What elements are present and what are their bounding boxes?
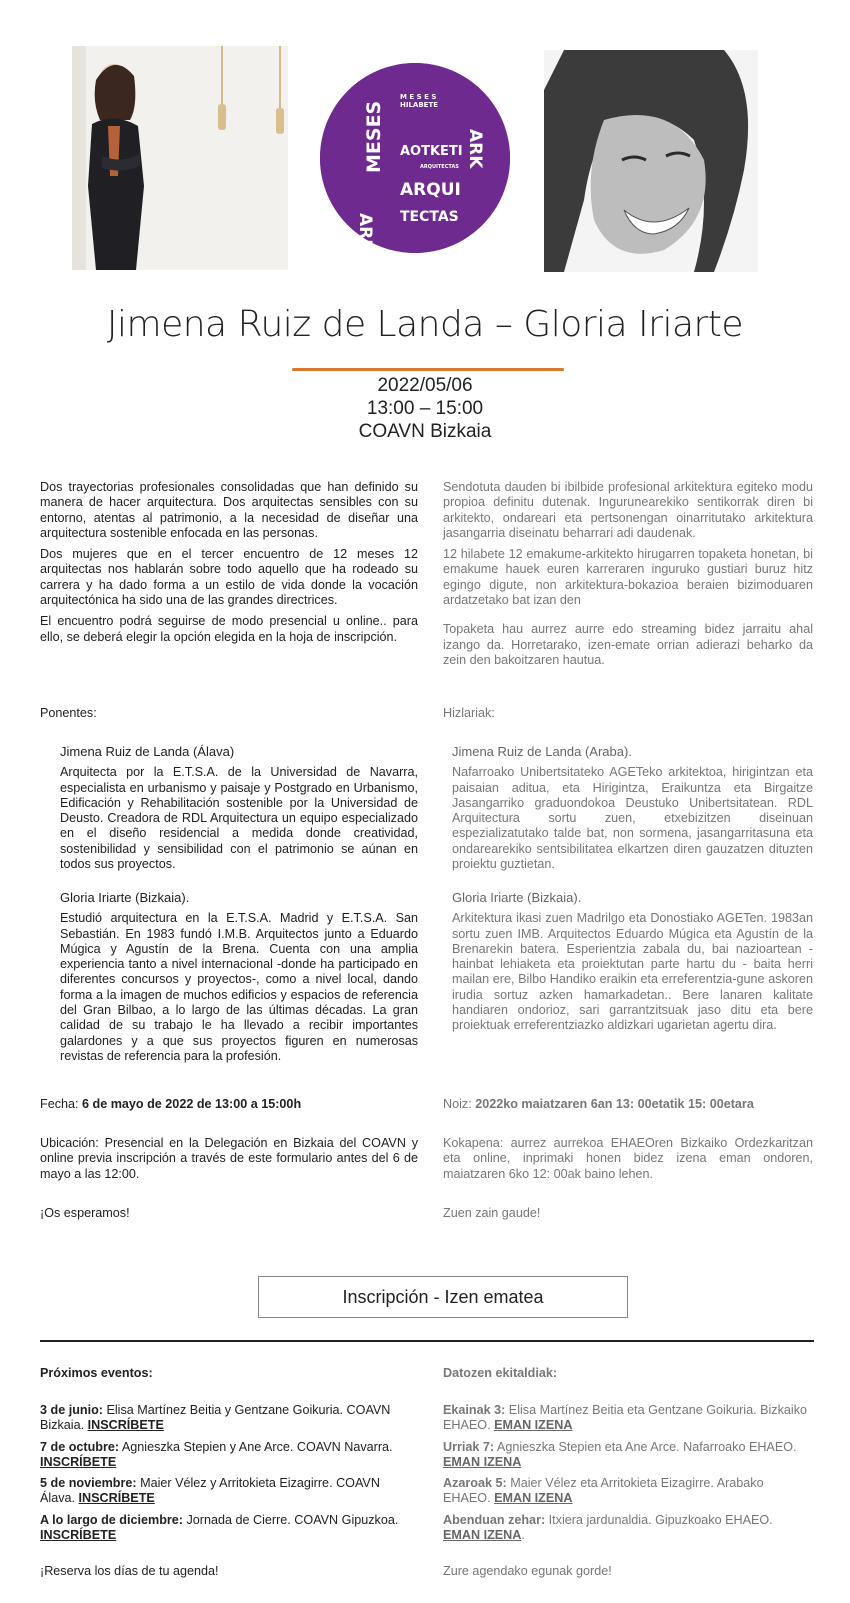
- event-after-eu: .: [521, 1528, 525, 1543]
- register-link-es[interactable]: INSCRÍBETE: [87, 1418, 164, 1433]
- intro-eu: [443, 480, 813, 674]
- location-es: Ubicación: Presencial en la Delegación en Bizkaia del COAVN y online previa inscripción a través de este formulario antes del 6 de mayo a las 12:00.: [40, 1136, 418, 1181]
- date-line-eu: [443, 1097, 813, 1112]
- events-list-es: [40, 1403, 418, 1549]
- logo-word-arkitekto: ARKITEKTO: [355, 213, 375, 322]
- logo-word-hilabete: HILABETE: [400, 101, 439, 109]
- logo-word-aotketi: AOTKETI: [400, 144, 463, 159]
- event-text-eu: Itxiera jardunaldia. Gipuzkoako EHAEO.: [545, 1512, 773, 1527]
- event-time: 13:00 – 15:00: [366, 398, 484, 419]
- event-text-eu: Agnieszka Stepien eta Ane Arce. Nafarroako EHAEO.: [494, 1439, 797, 1454]
- title-underline: [292, 368, 564, 371]
- register-link-es[interactable]: INSCRÍBETE: [78, 1491, 155, 1506]
- event-date-eu: Urriak 7:: [443, 1439, 495, 1454]
- speaker2-photo: [544, 50, 758, 272]
- event-date-es: 7 de octubre:: [40, 1439, 120, 1454]
- event-date: 2022/05/06: [377, 375, 473, 396]
- logo-word-arqui: ARQUI: [400, 180, 461, 200]
- upcoming-label-es: Próximos eventos:: [40, 1366, 153, 1380]
- speaker1-es: [60, 744, 418, 878]
- speaker2-name-eu: Gloria Iriarte (Bizkaia).: [452, 890, 582, 905]
- event-text-eu: Elisa Martínez Beitia eta Gentzane Goikuria. Bizkaiko EHAEO.: [443, 1403, 808, 1433]
- speaker1-bio-eu: Nafarroako Unibertsitateko AGETeko arkitektoa, hirigintzan eta paisaian aditua, eta Hirigintza, Eraikuntza eta Birgaitze Jasangarriko graduondokoa Deustuko Unibertsitatean. RDL Arquitectura sortu zuen, etxebizitzen diseinuan espezializatutako talde bat, non sormena, jasangarritasuna eta ondarearekiko sentsibilitatea elkartzen diren gauzatzen dituzten proiektu guztietan.: [452, 765, 813, 872]
- section-divider: [40, 1340, 814, 1342]
- event-text-es: Jornada de Cierre. COAVN Gipuzkoa.: [183, 1512, 399, 1527]
- 12-meses-12-arquitectas-logo: [320, 63, 510, 322]
- logo-word-ark: ARK: [465, 129, 485, 169]
- event-item-eu: [443, 1513, 813, 1544]
- date-label-es: Fecha:: [40, 1097, 79, 1111]
- closing-es: ¡Os esperamos!: [40, 1206, 130, 1220]
- event-date-eu: Azaroak 5:: [443, 1476, 507, 1491]
- agenda-es: ¡Reserva los días de tu agenda!: [40, 1564, 219, 1578]
- speaker2-name-es: Gloria Iriarte (Bizkaia).: [60, 890, 190, 905]
- date-label-eu: Noiz:: [443, 1097, 472, 1111]
- logo-word-meses-small: M E S E S: [400, 93, 437, 101]
- event-date-es: 5 de noviembre:: [40, 1476, 137, 1491]
- register-link-eu[interactable]: EMAN IZENA: [494, 1418, 573, 1433]
- register-button[interactable]: Inscripción - Izen ematea: [258, 1276, 628, 1318]
- event-date-eu: Abenduan zehar:: [443, 1512, 546, 1527]
- logo-word-tectas: TECTAS: [400, 209, 459, 225]
- speaker1-eu: [452, 744, 813, 878]
- intro-eu-paragraph: 12 hilabete 12 emakume-arkitekto hirugarren topaketa honetan, bi emakume hauek euren karreraren inguruko gustiari buruz hitz egingo digute, non arkitektura-bokazioa beraien bizimoduaren ardatzetako bat izan den: [443, 547, 813, 608]
- event-text-eu: Maier Vélez eta Arritokieta Eizagirre. Arabako EHAEO.: [443, 1476, 764, 1506]
- event-item-es: [40, 1440, 418, 1471]
- date-value-eu: 2022ko maiatzaren 6an 13: 00etatik 15: 00etara: [475, 1097, 754, 1111]
- event-date-es: 3 de junio:: [40, 1403, 103, 1417]
- speakers-label-es: Ponentes:: [40, 706, 97, 720]
- register-link-eu[interactable]: EMAN IZENA: [443, 1528, 522, 1543]
- speaker2-photo-illustration: [544, 50, 758, 272]
- closing-eu: Zuen zain gaude!: [443, 1206, 541, 1220]
- event-item-es: [40, 1513, 418, 1544]
- agenda-eu: Zure agendako egunak gorde!: [443, 1564, 612, 1578]
- register-link-es[interactable]: INSCRÍBETE: [40, 1454, 117, 1469]
- speaker1-name-eu: Jimena Ruiz de Landa (Araba).: [452, 744, 632, 759]
- event-item-eu: [443, 1403, 813, 1434]
- speaker1-photo: [72, 46, 288, 270]
- register-link-eu[interactable]: EMAN IZENA: [443, 1454, 522, 1469]
- speaker2-es: [60, 890, 418, 1070]
- event-date-es: A lo largo de diciembre:: [40, 1512, 183, 1527]
- speaker1-bio-es: Arquitecta por la E.T.S.A. de la Universidad de Navarra, especialista en urbanismo y paisaje y Postgrado en Urbanismo, Edificación y Rehabilitación sostenible por la Universidad de Deusto. Creadora de RDL Arquitectura un equipo especializado en el diseño residencial a medida donde creatividad, sostenibilidad y sensibilidad con el patrimonio se aúnan en todos sus proyectos.: [60, 765, 418, 872]
- date-line-es: [40, 1097, 418, 1112]
- speaker1-photo-illustration: [72, 46, 288, 270]
- event-text-es: Maier Vélez y Arritokieta Eizagirre. COAVN Álava.: [40, 1476, 380, 1506]
- register-link-es[interactable]: INSCRÍBETE: [40, 1528, 117, 1543]
- event-text-es: Elisa Martínez Beitia y Gentzane Goikuria. COAVN Bizkaia.: [40, 1403, 391, 1433]
- page-title: Jimena Ruiz de Landa – Gloria Iriarte: [106, 304, 744, 345]
- logo-wordmark: [320, 63, 510, 322]
- logo-word-arquitectas-small: ARQUITECTAS: [420, 164, 459, 170]
- event-item-es: [40, 1403, 418, 1434]
- upcoming-label-eu: Datozen ekitaldiak:: [443, 1366, 558, 1380]
- speaker2-bio-es: Estudió arquitectura en la E.T.S.A. Madrid y E.T.S.A. San Sebastián. En 1983 fundó I.M.B. Arquitectos junto a Eduardo Múgica y Agustín de la Brena. Cuenta con una amplia experiencia tanto a nivel internacional -donde ha participado en diferentes concursos y proyectos-, como a nivel local, dando forma a la imagen de muchos edificios y espacios de referencia del Gran Bilbao, a lo largo de las últimas décadas. La gran calidad de su trabajo le ha llevado a recibir importantes galardones y a que sus proyectos figuren en numerosas revistas de referencia para la profesión.: [60, 911, 418, 1063]
- event-date-eu: Ekainak 3:: [443, 1403, 506, 1417]
- event-item-eu: [443, 1440, 813, 1471]
- speaker1-name-es: Jimena Ruiz de Landa (Álava): [60, 744, 235, 759]
- location-eu: Kokapena: aurrez aurrekoa EHAEOren Bizkaiko Ordezkaritzan eta online, inprimaki honen bidez izena eman ondoren, maiatzaren 6ko 12: 00ak baino lehen.: [443, 1136, 813, 1181]
- event-place: COAVN Bizkaia: [358, 421, 492, 442]
- speaker2-eu: [452, 890, 813, 1040]
- register-link-eu[interactable]: EMAN IZENA: [494, 1491, 573, 1506]
- intro-eu-paragraph: Sendotuta dauden bi ibilbide profesional arkitektura egiteko modu propioa definitu dutenak. Ingurunearekiko sentikorrak diren bi arkitekto, ondareari eta pertsonengan oinarritutako arkitektura jasangarria diseinatu beharrari adi daudenak.: [443, 480, 813, 540]
- events-list-eu: [443, 1403, 813, 1549]
- intro-es-paragraph: El encuentro podrá seguirse de modo presencial u online.. para ello, se deberá elegir la opción elegida en la hoja de inscripción.: [40, 614, 418, 644]
- date-value-es: 6 de mayo de 2022 de 13:00 a 15:00h: [82, 1097, 302, 1111]
- event-text-es: Agnieszka Stepien y Ane Arce. COAVN Navarra.: [119, 1439, 393, 1454]
- event-item-es: [40, 1476, 418, 1507]
- speakers-label-eu: Hizlariak:: [443, 706, 495, 720]
- intro-es: [40, 480, 418, 651]
- event-item-eu: [443, 1476, 813, 1507]
- speaker2-bio-eu: Arkitektura ikasi zuen Madrilgo eta Donostiako AGETen. 1983an sortu zuen IMB. Arquitectos Eduardo Múgica eta Agustín de la Brenarekin batera. Esperientzia zabala du, bai nazioartean -hainbat lehiaketa eta proiektutan parte hartu du - baita herri mailan ere, Bilbo Handiko eraikin eta erreferentzia-gune askoren irudia sortuz azken hamarkadetan.. Bere lanaren kalitate handiaren ondorioz, sari garrantzitsuak jaso ditu eta bere proiektuak erreferentziazko aldizkari ugarietan agertu dira.: [452, 911, 813, 1033]
- intro-es-paragraph: Dos trayectorias profesionales consolidadas que han definido su manera de hacer arquitectura. Dos arquitectas sensibles con su entorno, atentas al patrimonio, a la necesidad de diseñar una arquitectura sostenible enfocada en las personas.: [40, 480, 418, 540]
- intro-eu-paragraph: Topaketa hau aurrez aurre edo streaming bidez jarraitu ahal izango da. Horretarako, izen-emate orrian adierazi beharko da zein den bakoitzaren hautua.: [443, 622, 813, 667]
- logo-word-meses: MESES: [363, 100, 385, 173]
- intro-es-paragraph: Dos mujeres que en el tercer encuentro de 12 meses 12 arquitectas nos hablarán sobre todo aquello que ha rodeado su carrera y ha dado forma a un estilo de vida donde la vocación arquitectónica ha sido una de las grandes directrices.: [40, 547, 418, 608]
